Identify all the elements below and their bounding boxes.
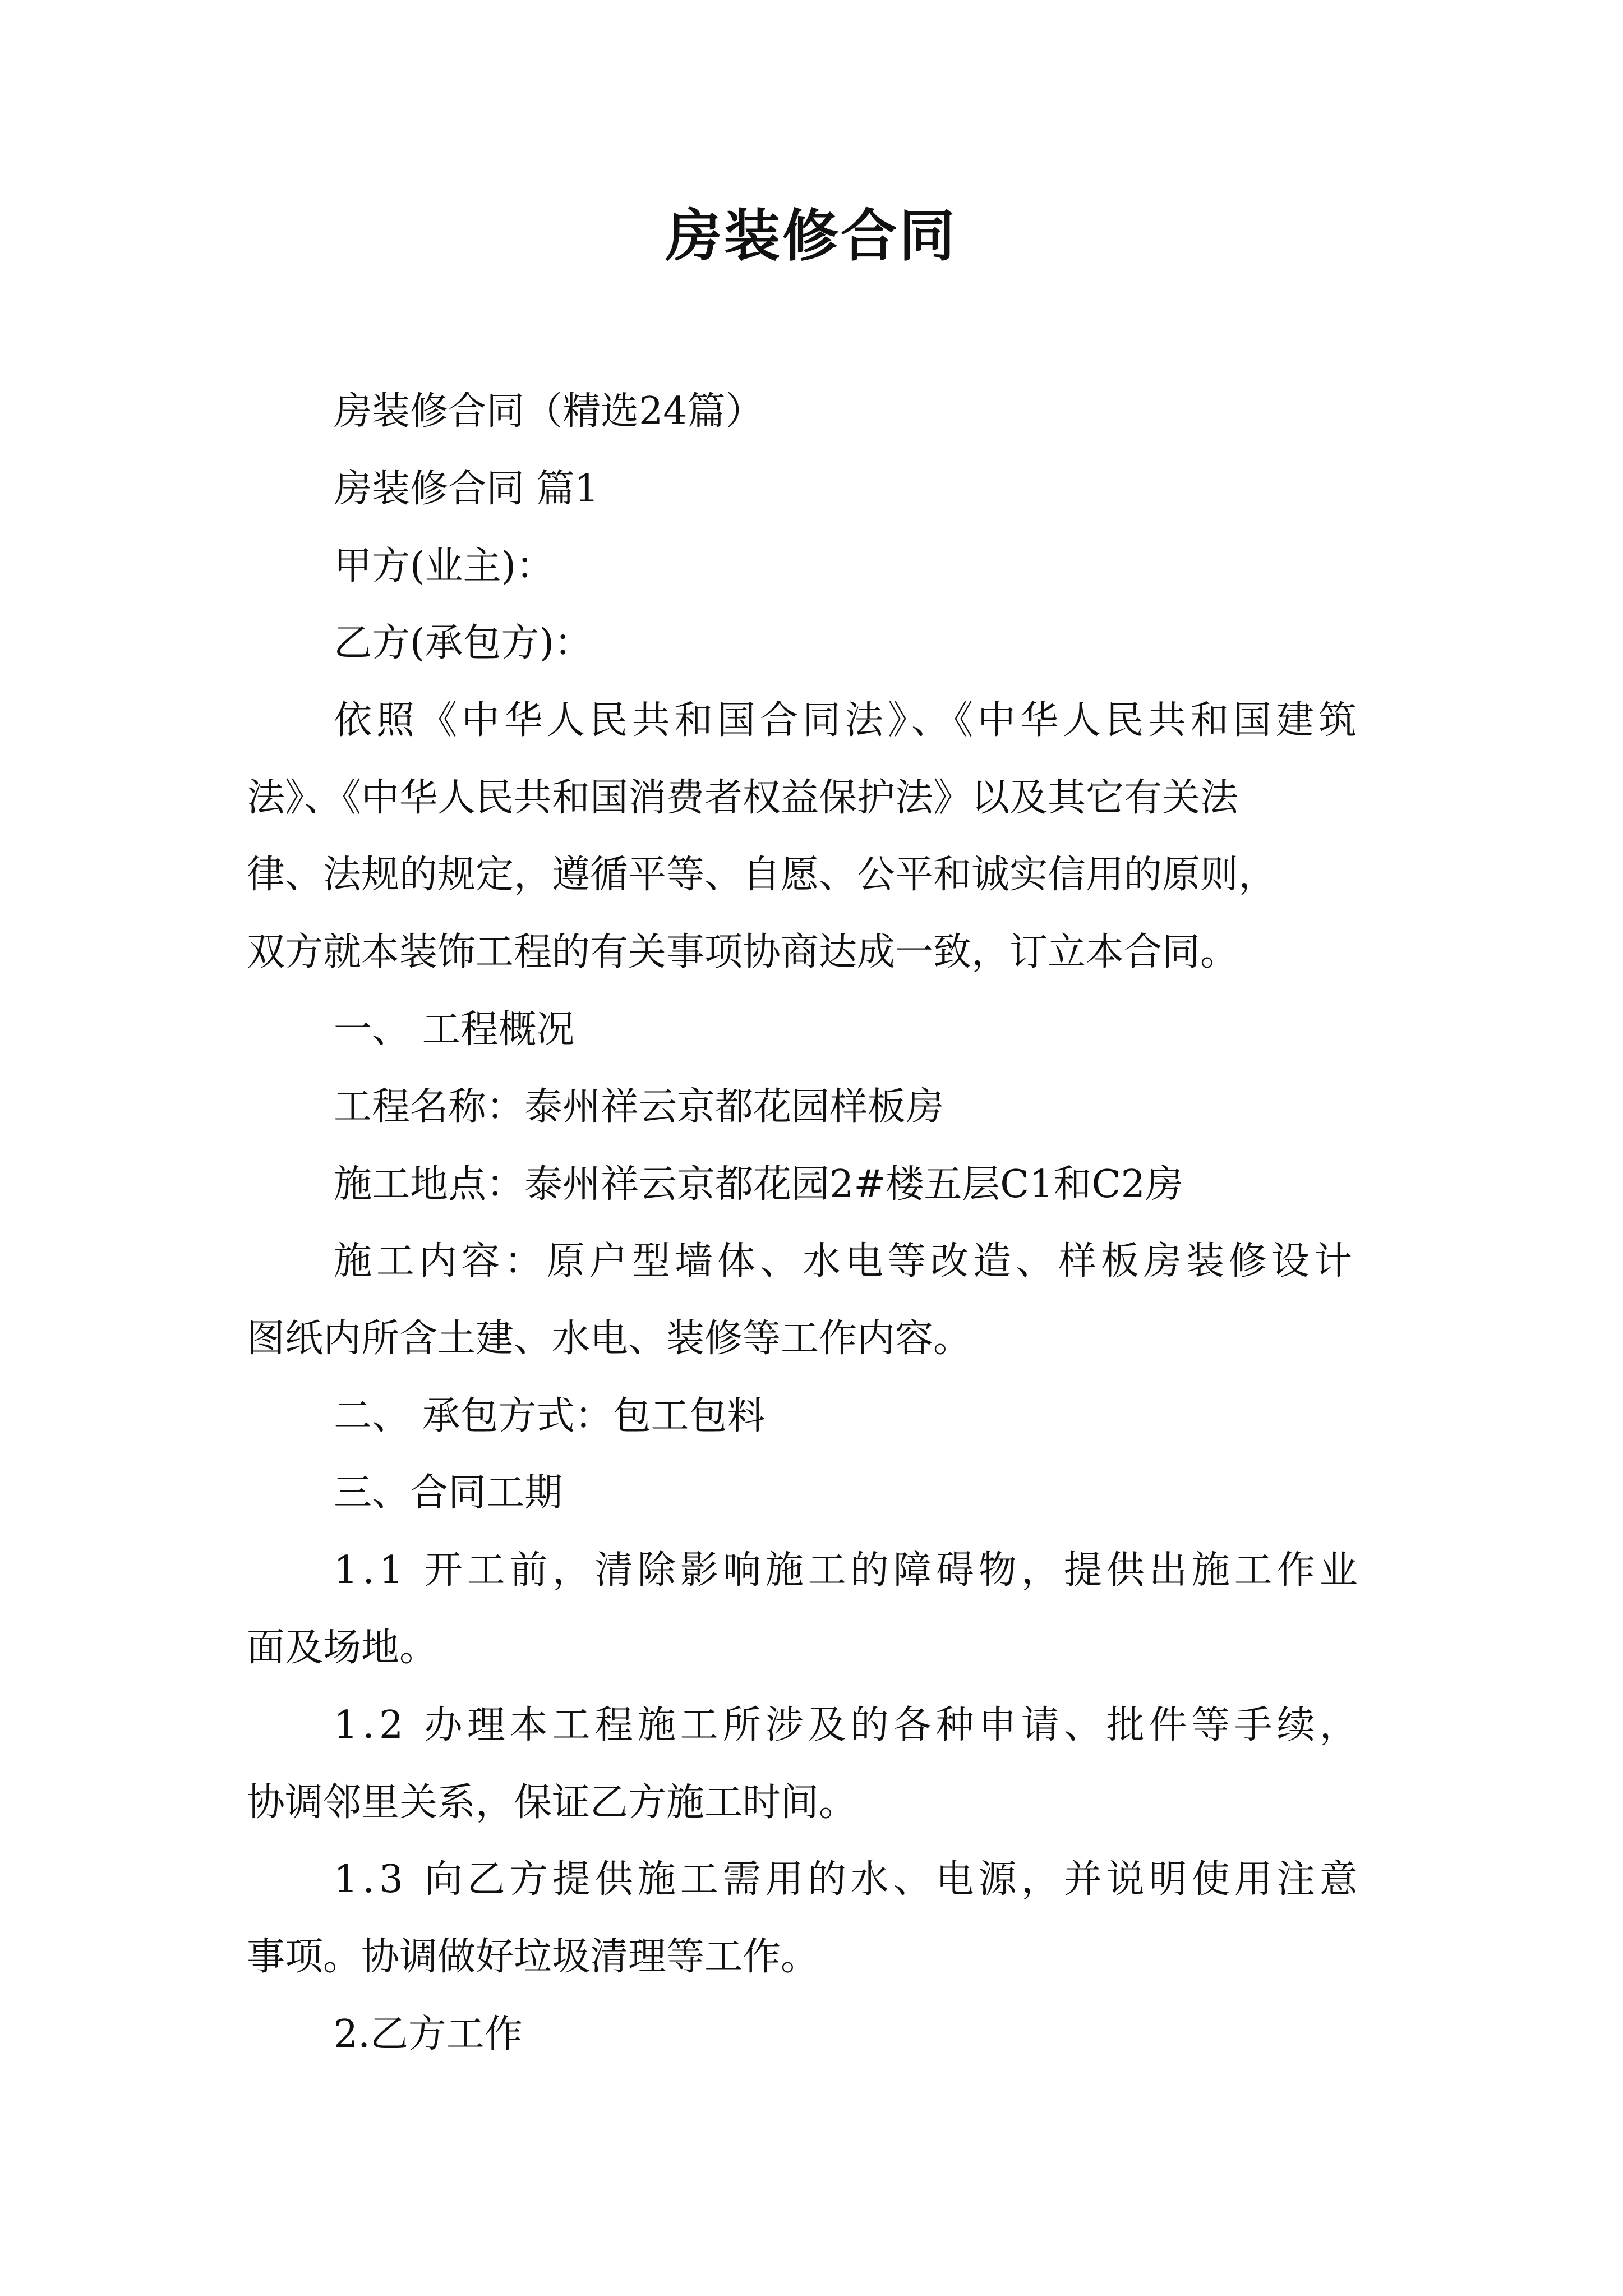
item-1-2-line-2: 协调邻里关系，保证乙方施工时间。 [247, 1780, 857, 1825]
scope-line-1: 施工内容：原户型墙体、水电等改造、样板房装修设计 [334, 1239, 1357, 1283]
intro-paragraph-line-4: 双方就本装饰工程的有关事项协商达成一致，订立本合同。 [247, 930, 1239, 974]
document-title: 房装修合同 [666, 203, 957, 269]
project-name-line: 工程名称：泰州祥云京都花园样板房 [334, 1085, 944, 1129]
section-1-heading: 一、 工程概况 [334, 1007, 575, 1052]
item-1-2-line-1: 1.2 办理本工程施工所涉及的各种申请、批件等手续， [334, 1703, 1362, 1747]
subtitle: 房装修合同（精选24篇） [334, 389, 764, 434]
party-a-line: 甲方(业主)： [334, 544, 555, 588]
article-heading: 房装修合同 篇1 [334, 467, 599, 511]
intro-paragraph-line-1: 依照《中华人民共和国合同法》、《中华人民共和国建筑 [334, 698, 1362, 743]
item-1-3-line-2: 事项。协调做好垃圾清理等工作。 [247, 1935, 819, 1979]
item-1-1-line-1: 1.1 开工前，清除影响施工的障碍物，提供出施工作业 [334, 1548, 1362, 1593]
item-1-3-line-1: 1.3 向乙方提供施工需用的水、电源，并说明使用注意 [334, 1857, 1362, 1902]
section-2-heading: 二、 承包方式：包工包料 [334, 1394, 766, 1438]
scope-line-2: 图纸内所含土建、水电、装修等工作内容。 [247, 1317, 972, 1361]
section-3-heading: 三、合同工期 [334, 1471, 563, 1515]
project-site-line: 施工地点：泰州祥云京都花园2#楼五层C1和C2房 [334, 1162, 1183, 1207]
intro-paragraph-line-2: 法》、《中华人民共和国消费者权益保护法》以及其它有关法 [247, 776, 1239, 820]
item-1-1-line-2: 面及场地。 [247, 1626, 438, 1670]
item-2-heading: 2.乙方工作 [334, 2012, 523, 2056]
party-b-line: 乙方(承包方)： [334, 621, 593, 665]
intro-paragraph-line-3: 律、法规的规定，遵循平等、自愿、公平和诚实信用的原则， [247, 853, 1277, 897]
